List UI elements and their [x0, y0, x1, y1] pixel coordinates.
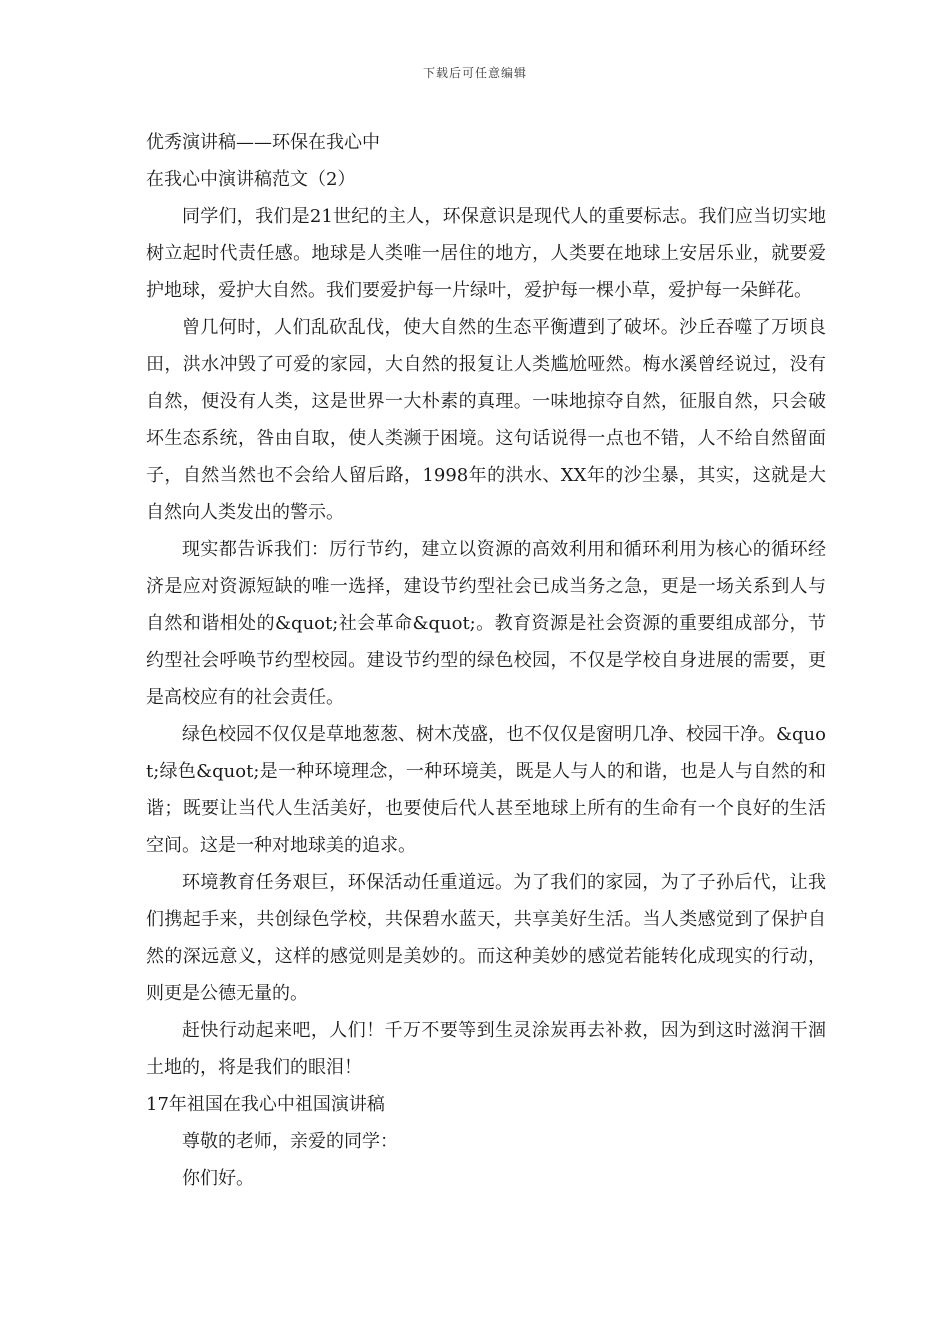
greeting: 尊敬的老师，亲爱的同学： [182, 1131, 398, 1152]
document-subtitle: 在我心中演讲稿范文（2） [146, 169, 356, 190]
page-header: 下载后可任意编辑 [422, 66, 527, 80]
paragraph: 赶快行动起来吧，人们！千万不要等到生灵涂炭再去补救，因为到这时滋润干涸土地的，将是我们的眼泪！ [146, 1020, 826, 1078]
paragraph: 现实都告诉我们：厉行节约，建立以资源的高效利用和循环利用为核心的循环经济是应对资源短缺的唯一选择，建设节约型社会已成当务之急，更是一场关系到人与自然和谐相处的&quot;社会革命&quot;。教育资源是社会资源的重要组成部分，节约型社会呼唤节约型校园。建设节约型的绿色校园，不仅是学校自身进展的需要，更是高校应有的社会责任。 [146, 539, 826, 708]
second-section-title: 17年祖国在我心中祖国演讲稿 [146, 1094, 385, 1115]
document-body [146, 124, 826, 1197]
paragraph: 绿色校园不仅仅是草地葱葱、树木茂盛，也不仅仅是窗明几净、校园干净。&quot;绿色&quot;是一种环境理念，一种环境美，既是人与人的和谐，也是人与自然的和谐；既要让当代人生活美好，也要使后代人甚至地球上所有的生命有一个良好的生活空间。这是一种对地球美的追求。 [146, 724, 826, 856]
document-title: 优秀演讲稿——环保在我心中 [146, 132, 380, 153]
hello-line: 你们好。 [182, 1168, 254, 1189]
paragraph: 同学们，我们是21世纪的主人，环保意识是现代人的重要标志。我们应当切实地树立起时代责任感。地球是人类唯一居住的地方，人类要在地球上安居乐业，就要爱护地球，爱护大自然。我们要爱护每一片绿叶，爱护每一棵小草，爱护每一朵鲜花。 [146, 206, 826, 301]
paragraph: 环境教育任务艰巨，环保活动任重道远。为了我们的家园，为了子孙后代，让我们携起手来，共创绿色学校，共保碧水蓝天，共享美好生活。当人类感觉到了保护自然的深远意义，这样的感觉则是美妙的。而这种美妙的感觉若能转化成现实的行动，则更是公德无量的。 [146, 872, 826, 1004]
paragraph: 曾几何时，人们乱砍乱伐，使大自然的生态平衡遭到了破坏。沙丘吞噬了万顷良田，洪水冲毁了可爱的家园，大自然的报复让人类尴尬哑然。梅水溪曾经说过，没有自然，便没有人类，这是世界一大朴素的真理。一味地掠夺自然，征服自然，只会破坏生态系统，咎由自取，使人类濒于困境。这句话说得一点也不错，人不给自然留面子，自然当然也不会给人留后路，1998年的洪水、XX年的沙尘暴，其实，这就是大自然向人类发出的警示。 [146, 317, 826, 523]
